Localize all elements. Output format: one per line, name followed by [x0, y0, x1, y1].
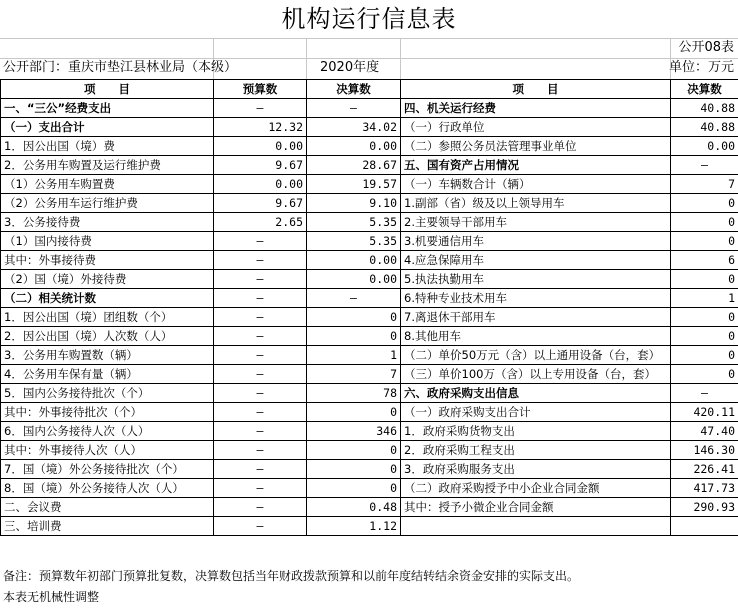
final-value: 28.67	[307, 156, 401, 175]
left-item-label: （1）国内接待费	[1, 232, 214, 251]
left-item-label: 2．公务用车购置及运行维护费	[1, 156, 214, 175]
right-final-value: 290.93	[671, 498, 738, 517]
final-value: 0.00	[307, 137, 401, 156]
left-item-label: 7．国（境）外公务接待批次（个）	[1, 460, 214, 479]
header-left-item: 项 目	[1, 80, 214, 99]
right-final-value: 40.88	[671, 99, 738, 118]
right-final-value: —	[671, 384, 738, 403]
left-item-label: 3．公务接待费	[1, 213, 214, 232]
left-item-label: 一、“三公”经费支出	[1, 99, 214, 118]
right-item-label: （三）单价100万（含）以上专用设备（台，套）	[401, 365, 671, 384]
budget-value: —	[214, 327, 307, 346]
budget-value: 9.67	[214, 156, 307, 175]
budget-value: —	[214, 232, 307, 251]
left-item-label: （2）公务用车运行维护费	[1, 194, 214, 213]
right-item-label: 2.主要领导干部用车	[401, 213, 671, 232]
right-final-value: 0	[671, 365, 738, 384]
right-item-label: 六、政府采购支出信息	[401, 384, 671, 403]
final-value: 0	[307, 460, 401, 479]
right-final-value	[671, 517, 738, 536]
table-row	[1, 441, 738, 460]
table-row	[1, 403, 738, 422]
final-value: 9.10	[307, 194, 401, 213]
table-header-row	[1, 80, 738, 99]
table-row	[1, 308, 738, 327]
right-item-label: 1.副部（省）级及以上领导用车	[401, 194, 671, 213]
page-title: 机构运行信息表	[281, 5, 457, 33]
budget-value: —	[214, 403, 307, 422]
budget-value: 0.00	[214, 137, 307, 156]
table-row	[1, 99, 738, 118]
left-item-label: （1）公务用车购置费	[1, 175, 214, 194]
left-item-label: 其中：外事接待费	[1, 251, 214, 270]
budget-value: —	[214, 308, 307, 327]
final-value: 0	[307, 479, 401, 498]
final-value: 1	[307, 346, 401, 365]
final-value: 0.48	[307, 498, 401, 517]
final-value: 5.35	[307, 213, 401, 232]
left-item-label: 三、培训费	[1, 517, 214, 536]
footnote-adjustment: 本表无机械性调整	[3, 590, 100, 604]
left-item-label: 6．国内公务接待人次（人）	[1, 422, 214, 441]
budget-value: —	[214, 441, 307, 460]
budget-value: —	[214, 517, 307, 536]
table-row	[1, 498, 738, 517]
right-item-label: （二）政府采购授予中小企业合同金额	[401, 479, 671, 498]
left-item-label: （一）支出合计	[1, 118, 214, 137]
table-row	[1, 213, 738, 232]
right-final-value: 0.00	[671, 137, 738, 156]
right-item-label: 7.离退休干部用车	[401, 308, 671, 327]
right-item-label: 3.机要通信用车	[401, 232, 671, 251]
table-row	[1, 384, 738, 403]
right-item-label: 6.特种专业技术用车	[401, 289, 671, 308]
left-item-label: （二）相关统计数	[1, 289, 214, 308]
left-item-label: 4．公务用车保有量（辆）	[1, 365, 214, 384]
header-right-final: 决算数	[671, 80, 738, 99]
right-item-label: 5.执法执勤用车	[401, 270, 671, 289]
report-table	[0, 79, 738, 536]
right-item-label: 3．政府采购服务支出	[401, 460, 671, 479]
final-value: 78	[307, 384, 401, 403]
budget-value: —	[214, 384, 307, 403]
right-final-value: 0	[671, 327, 738, 346]
budget-value: 9.67	[214, 194, 307, 213]
gridline	[0, 38, 738, 39]
table-row	[1, 289, 738, 308]
right-item-label: 8.其他用车	[401, 327, 671, 346]
final-value: 0.00	[307, 251, 401, 270]
right-item-label: （二）单价50万元（含）以上通用设备（台，套）	[401, 346, 671, 365]
final-value: 0.00	[307, 270, 401, 289]
right-item-label: 四、机关运行经费	[401, 99, 671, 118]
table-row	[1, 422, 738, 441]
budget-value: 12.32	[214, 118, 307, 137]
final-value: 7	[307, 365, 401, 384]
table-row	[1, 118, 738, 137]
final-value: 5.35	[307, 232, 401, 251]
right-item-label: 1．政府采购货物支出	[401, 422, 671, 441]
table-row	[1, 517, 738, 536]
right-final-value: 6	[671, 251, 738, 270]
left-item-label: 其中：外事接待人次（人）	[1, 441, 214, 460]
year-label: 2020年度	[320, 60, 380, 75]
final-value: 346	[307, 422, 401, 441]
right-item-label: 4.应急保障用车	[401, 251, 671, 270]
budget-value: —	[214, 289, 307, 308]
right-final-value: 0	[671, 308, 738, 327]
left-item-label: 5．国内公务接待批次（个）	[1, 384, 214, 403]
table-row	[1, 194, 738, 213]
gridline	[306, 38, 307, 79]
gridline	[400, 38, 401, 79]
right-final-value: 7	[671, 175, 738, 194]
final-value: —	[307, 99, 401, 118]
right-final-value: —	[671, 156, 738, 175]
left-item-label: 8．国（境）外公务接待人次（人）	[1, 479, 214, 498]
right-final-value: 0	[671, 232, 738, 251]
right-final-value: 0	[671, 270, 738, 289]
budget-value: —	[214, 460, 307, 479]
header-right-item: 项 目	[401, 80, 671, 99]
right-final-value: 0	[671, 346, 738, 365]
header-final: 决算数	[307, 80, 401, 99]
table-row	[1, 137, 738, 156]
final-value: 1.12	[307, 517, 401, 536]
right-item-label: 其中：授予小微企业合同金额	[401, 498, 671, 517]
budget-value: —	[214, 479, 307, 498]
right-item-label: 五、国有资产占用情况	[401, 156, 671, 175]
budget-value: —	[214, 346, 307, 365]
form-number: 公开08表	[678, 40, 734, 55]
right-item-label: （一）行政单位	[401, 118, 671, 137]
budget-value: —	[214, 422, 307, 441]
right-final-value: 0	[671, 213, 738, 232]
table-row	[1, 460, 738, 479]
right-item-label: （一）政府采购支出合计	[401, 403, 671, 422]
right-final-value: 40.88	[671, 118, 738, 137]
final-value: 0	[307, 403, 401, 422]
final-value: 34.02	[307, 118, 401, 137]
right-item-label	[401, 517, 671, 536]
table-row	[1, 232, 738, 251]
table-row	[1, 251, 738, 270]
final-value: 0	[307, 441, 401, 460]
final-value: 0	[307, 327, 401, 346]
table-row	[1, 365, 738, 384]
right-final-value: 226.41	[671, 460, 738, 479]
unit-label: 单位：万元	[668, 60, 734, 75]
table-row	[1, 156, 738, 175]
right-final-value: 417.73	[671, 479, 738, 498]
left-item-label: 其中：外事接待批次（个）	[1, 403, 214, 422]
right-final-value: 146.30	[671, 441, 738, 460]
left-item-label: 3．公务用车购置数（辆）	[1, 346, 214, 365]
right-final-value: 1	[671, 289, 738, 308]
budget-value: 0.00	[214, 175, 307, 194]
footnote: 备注：预算数年初部门预算批复数，决算数包括当年财政拨款预算和以前年度结转结余资金安排的实际支出。	[3, 569, 580, 583]
budget-value: —	[214, 251, 307, 270]
left-item-label: 1．因公出国（境）费	[1, 137, 214, 156]
header-budget: 预算数	[214, 80, 307, 99]
table-row	[1, 270, 738, 289]
left-item-label: 2．因公出国（境）人次数（人）	[1, 327, 214, 346]
right-item-label: （二）参照公务员法管理事业单位	[401, 137, 671, 156]
final-value: —	[307, 289, 401, 308]
right-item-label: 2．政府采购工程支出	[401, 441, 671, 460]
right-item-label: （一）车辆数合计（辆）	[401, 175, 671, 194]
budget-value: —	[214, 99, 307, 118]
table-row	[1, 327, 738, 346]
final-value: 0	[307, 308, 401, 327]
department-label: 公开部门：重庆市垫江县林业局（本级）	[3, 60, 238, 75]
table-row	[1, 175, 738, 194]
budget-value: —	[214, 365, 307, 384]
table-row	[1, 346, 738, 365]
right-final-value: 47.40	[671, 422, 738, 441]
left-item-label: 1．因公出国（境）团组数（个）	[1, 308, 214, 327]
table-row	[1, 479, 738, 498]
right-final-value: 0	[671, 194, 738, 213]
right-final-value: 420.11	[671, 403, 738, 422]
budget-value: —	[214, 270, 307, 289]
budget-value: —	[214, 498, 307, 517]
budget-value: 2.65	[214, 213, 307, 232]
left-item-label: （2）国（境）外接待费	[1, 270, 214, 289]
left-item-label: 二、会议费	[1, 498, 214, 517]
final-value: 19.57	[307, 175, 401, 194]
